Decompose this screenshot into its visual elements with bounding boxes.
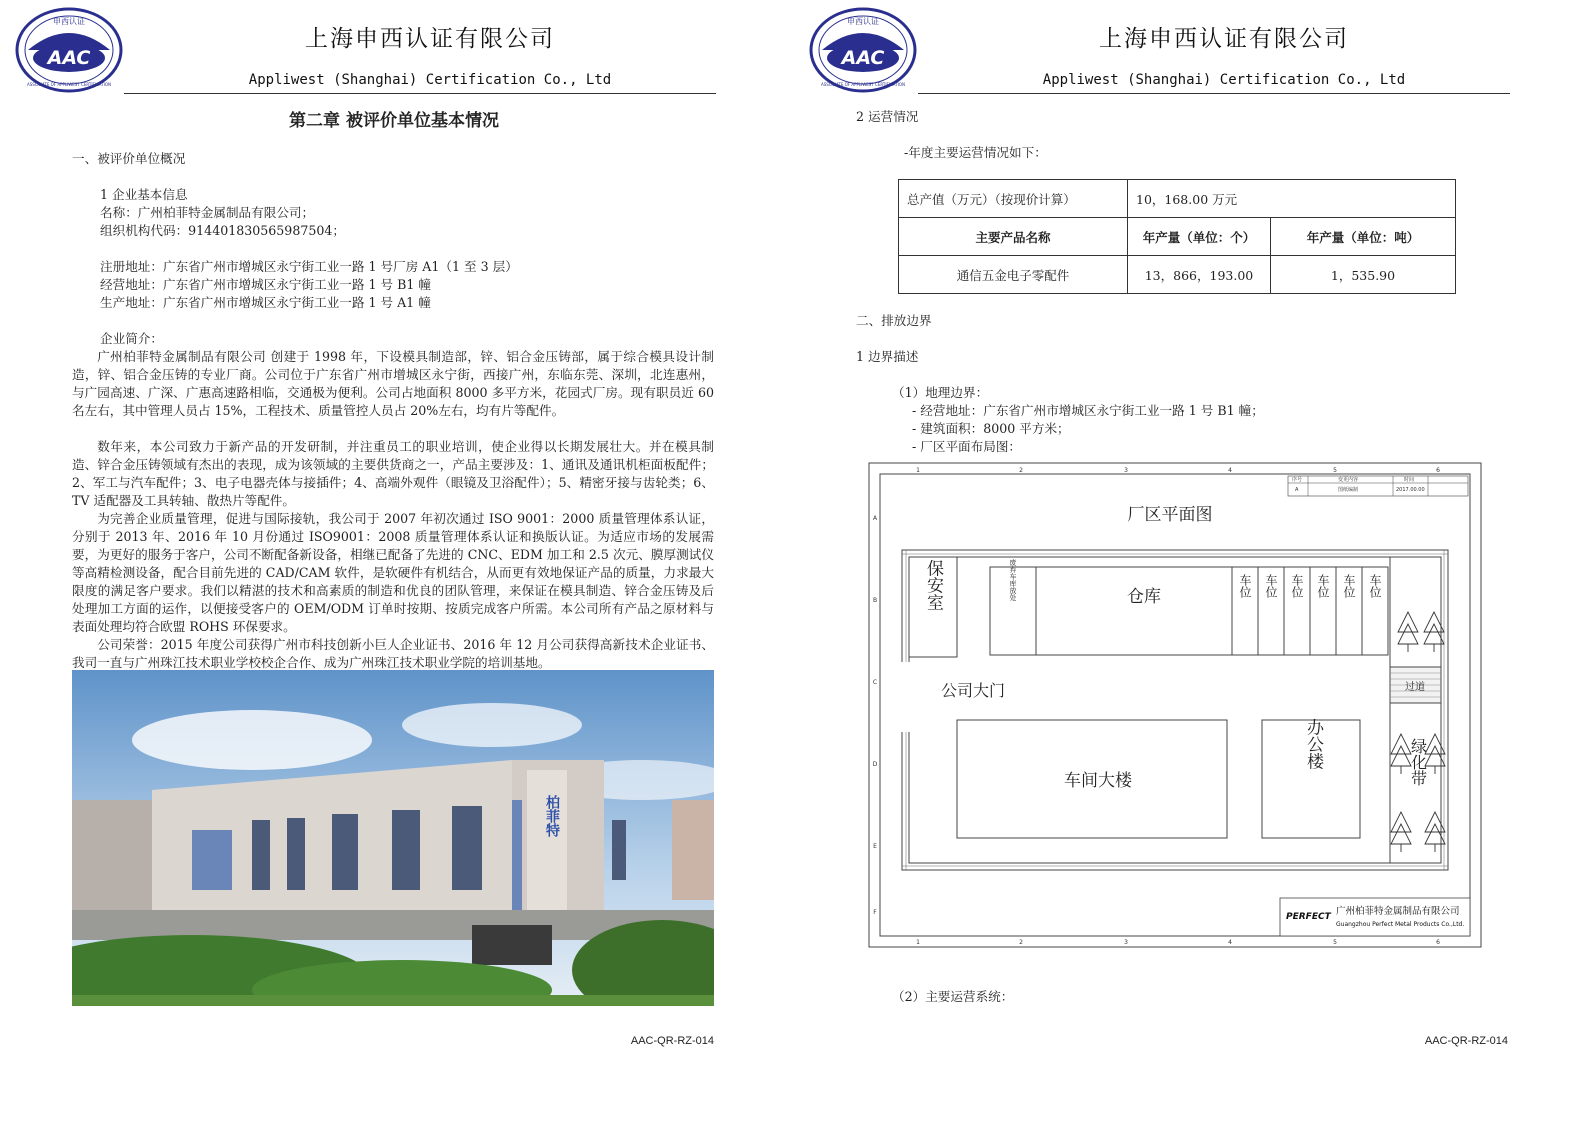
intro-paragraph-3: 为完善企业质量管理，促进与国际接轨，我公司于 2007 年初次通过 ISO 9001：2000 质量管理体系认证，分别于 2013 年、2016 年 10 月份通过 ISO9001：2008 质量管理体系认证和换版认证。为适应市场的发展需要，为更好的服务于客户，公司不断配备新设备，相继已配备了先进的 CNC、EDM 加工和 2.5 次元、膜厚测试仪等高精检测设备，配合目前先进的 CAD/CAM 软件，是软硬件有机结合，从而更有效地保证产品的质量，力求最大限度的满足客户要求。我们以精湛的技术和高素质的制造和优良的团队管理，来保证在模具制造、锌合金压铸及后处理加工方面的运作，以便接受客户的 OEM/ODM 订单时按期、按质完成客户所需。本公司所有产品之原材料与表面处理均符合欧盟 ROHS 环保要求。 xyxy=(72,511,714,634)
logo-main-text: AAC xyxy=(841,47,885,69)
grid-col-label: 6 xyxy=(1436,939,1440,946)
table-cell: 总产值（万元）（按现价计算） xyxy=(899,180,1128,218)
parking-label: 车位 xyxy=(1368,574,1382,598)
svg-text:2017.00.00: 2017.00.00 xyxy=(1396,487,1425,493)
waste-storage-label: 废弃车库放处 xyxy=(1009,559,1017,601)
geo-item: - 经营地址：广东省广州市增城区永宁街工业一路 1 号 B1 幢； xyxy=(912,403,1264,418)
section-heading: 一、被评价单位概况 xyxy=(72,151,186,166)
grid-col-label: 4 xyxy=(1228,467,1232,474)
table-cell: 1，535.90 xyxy=(1271,256,1456,294)
footer-code: AAC-QR-RZ-014 xyxy=(1424,1035,1508,1047)
company-name-en: Appliwest (Shanghai) Certification Co., Ltd xyxy=(248,72,612,88)
aac-logo xyxy=(808,6,918,94)
grid-row-label: F xyxy=(873,909,877,916)
annual-ops-intro: -年度主要运营情况如下： xyxy=(904,145,1047,160)
svg-text:A: A xyxy=(1295,487,1299,493)
green-belt-label: 绿化带 xyxy=(1408,738,1428,786)
parking-label: 车位 xyxy=(1238,574,1252,598)
grid-col-label: 3 xyxy=(1124,939,1128,946)
factory-photo xyxy=(72,670,714,1006)
operating-address: 经营地址：广东省广州市增城区永宁街工业一路 1 号 B1 幢 xyxy=(100,277,431,292)
parking-label: 车位 xyxy=(1264,574,1278,598)
intro-paragraph-4: 公司荣誉：2015 年度公司获得广州市科技创新小巨人企业证书、2016 年 12 月公司获得高新技术企业证书、我司一直与广州珠江技术职业学校校企合作、成为广州珠江技术职业学院的培训基地。 xyxy=(72,637,714,670)
logo-top-text: 申西认证 xyxy=(847,17,879,26)
table-cell: 13，866，193.00 xyxy=(1128,256,1271,294)
table-cell: 10，168.00 万元 xyxy=(1128,180,1456,218)
grid-col-label: 2 xyxy=(1019,939,1023,946)
grid-col-label: 4 xyxy=(1228,939,1232,946)
header-rule xyxy=(918,93,1510,94)
intro-label: 企业简介： xyxy=(100,331,163,346)
svg-text:时间: 时间 xyxy=(1404,477,1415,483)
grid-col-label: 6 xyxy=(1436,467,1440,474)
parking-label: 车位 xyxy=(1316,574,1330,598)
operations-table xyxy=(898,179,1456,294)
registered-address: 注册地址：广东省广州市增城区永宁街工业一路 1 号厂房 A1（1 至 3 层） xyxy=(100,259,518,274)
svg-text:序号: 序号 xyxy=(1292,477,1303,483)
company-name-cn: 上海申西认证有限公司 xyxy=(305,26,555,52)
grid-row-label: B xyxy=(872,597,878,604)
svg-text:图纸编制: 图纸编制 xyxy=(1338,487,1359,493)
grid-col-label: 3 xyxy=(1124,467,1128,474)
table-row xyxy=(899,180,1456,218)
photo-sign: 柏菲特 xyxy=(544,795,560,837)
intro-paragraph-2: 数年来，本公司致力于新产品的开发研制，并注重员工的职业培训，使企业得以长期发展壮大。并在模具制造、锌合金压铸领域有杰出的表现，成为该领域的主要供货商之一，产品主要涉及：1、通讯及通讯机柜面板配件；2、军工与汽车配件；3、电子电器壳体与接插件；4、高端外观件（眼镜及卫浴配件）；5、精密牙接与齿轮类；6、TV 适配器及工具转轴、散热片等配件。 xyxy=(72,439,714,508)
grid-row-label: D xyxy=(872,761,878,768)
production-address: 生产地址：广东省广州市增城区永宁街工业一路 1 号 A1 幢 xyxy=(100,295,431,310)
grid-col-label: 2 xyxy=(1019,467,1023,474)
table-header: 年产量（单位：吨） xyxy=(1271,218,1456,256)
workshop-label: 车间大楼 xyxy=(1064,771,1132,791)
aac-logo xyxy=(14,6,124,94)
grid-col-label: 1 xyxy=(916,467,920,474)
operations-heading: 2 运营情况 xyxy=(856,109,919,124)
subsection-heading: 1 企业基本信息 xyxy=(100,187,188,202)
plan-title: 厂区平面图 xyxy=(1127,505,1213,525)
logo-main-text: AAC xyxy=(47,47,91,69)
parking-label: 车位 xyxy=(1290,574,1304,598)
geo-boundary-label: （1）地理边界： xyxy=(892,385,989,400)
grid-row-label: E xyxy=(873,843,877,850)
company-name-cn: 上海申西认证有限公司 xyxy=(1099,26,1349,52)
ops-system-label: （2）主要运营系统： xyxy=(892,989,1014,1004)
table-header-row xyxy=(899,218,1456,256)
brand-logo: PERFECT xyxy=(1286,912,1331,922)
svg-text:变更内容: 变更内容 xyxy=(1338,477,1359,483)
footer-code: AAC-QR-RZ-014 xyxy=(630,1035,714,1047)
gate-label: 公司大门 xyxy=(941,681,1006,700)
intro-paragraph-1: 广州柏菲特金属制品有限公司 创建于 1998 年，下设模具制造部，锌、铝合金压铸部，属于综合模具设计制造，锌、铝合金压铸的专业厂商。公司位于广东省广州市增城区永宁街，西接广州，东临东莞、深圳，北连惠州，与广园高速、广深、广惠高速路相临，交通极为便利。公司占地面积 8000 多平方米，花园式厂房。现有职员近 60 名左右，其中管理人员占 15%，工程技术、质量管控人员占 20%左右，均有片等配件。 xyxy=(72,349,714,418)
table-header: 年产量（单位：个） xyxy=(1128,218,1271,256)
logo-top-text: 申西认证 xyxy=(53,17,85,26)
geo-item: - 厂区平面布局图： xyxy=(912,439,1022,454)
security-room-label: 保安室 xyxy=(923,559,943,611)
grid-col-label: 5 xyxy=(1333,939,1337,946)
table-header: 主要产品名称 xyxy=(899,218,1128,256)
geo-item: - 建筑面积：8000 平方米； xyxy=(912,421,1070,436)
table-cell: 通信五金电子零配件 xyxy=(899,256,1128,294)
grid-col-label: 1 xyxy=(916,939,920,946)
parking-label: 车位 xyxy=(1342,574,1356,598)
company-name: 名称：广州柏菲特金属制品有限公司； xyxy=(100,205,315,220)
boundary-subheading: 1 边界描述 xyxy=(856,349,919,364)
header-rule xyxy=(124,93,716,94)
org-code: 组织机构代码：914401830565987504； xyxy=(100,223,345,238)
boundary-section-heading: 二、排放边界 xyxy=(856,313,932,328)
plan-company-cn: 广州柏菲特金属制品有限公司 xyxy=(1336,906,1460,917)
grid-col-label: 5 xyxy=(1333,467,1337,474)
passage-label: 过道 xyxy=(1405,682,1425,693)
plan-company-en: Guangzhou Perfect Metal Products Co.,Ltd. xyxy=(1336,921,1465,928)
grid-row-label: A xyxy=(872,515,878,522)
chapter-title: 第二章 被评价单位基本情况 xyxy=(289,111,499,131)
table-row xyxy=(899,256,1456,294)
factory-floor-plan xyxy=(868,462,1482,948)
grid-row-label: C xyxy=(872,679,878,686)
company-title-block xyxy=(1280,898,1470,936)
warehouse-label: 仓库 xyxy=(1127,587,1161,607)
logo-ring-text: ASSOCIATE OF APPLIWEST CERTIFICATION xyxy=(821,82,905,87)
logo-ring-text: ASSOCIATE OF APPLIWEST CERTIFICATION xyxy=(27,82,111,87)
company-name-en: Appliwest (Shanghai) Certification Co., Ltd xyxy=(1042,72,1406,88)
office-label: 办公楼 xyxy=(1303,718,1323,770)
